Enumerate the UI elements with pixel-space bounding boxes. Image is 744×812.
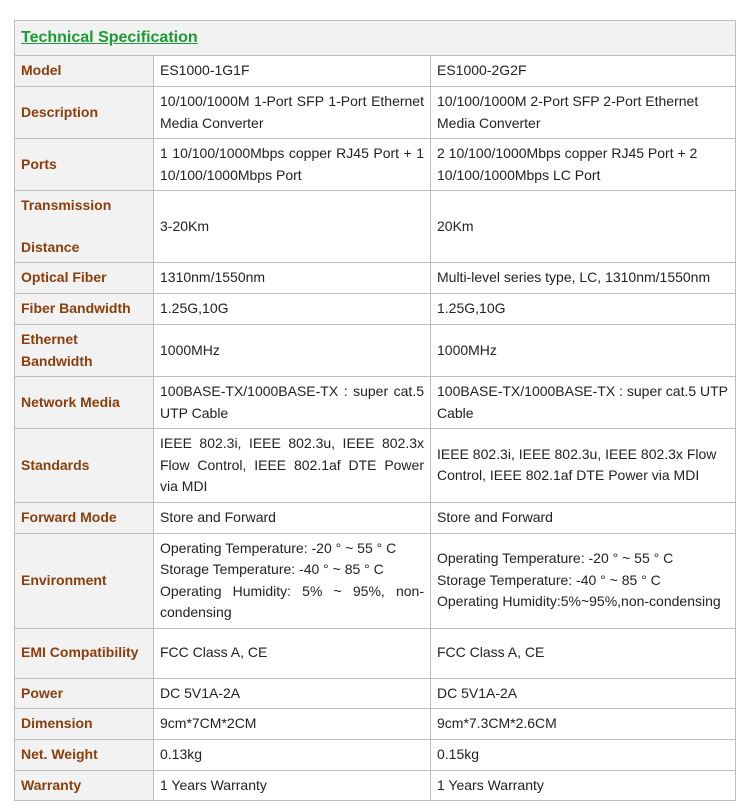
table-title-row [15, 21, 736, 56]
row-label: Net. Weight [15, 740, 154, 771]
row-label: Forward Mode [15, 502, 154, 533]
model-1-value: ES1000-1G1F [154, 56, 431, 87]
row-label: Fiber Bandwidth [15, 294, 154, 325]
spec-table [14, 20, 736, 801]
table-row [15, 294, 736, 325]
table-row [15, 709, 736, 740]
table-row [15, 325, 736, 377]
model-2-value: 1 Years Warranty [431, 770, 736, 801]
table-row [15, 429, 736, 503]
row-label: Standards [15, 429, 154, 503]
model-1-value: 9cm*7CM*2CM [154, 709, 431, 740]
row-label: Dimension [15, 709, 154, 740]
table-row [15, 263, 736, 294]
model-2-value: DC 5V1A-2A [431, 678, 736, 709]
model-1-value: IEEE 802.3i, IEEE 802.3u, IEEE 802.3x Flow Control, IEEE 802.1af DTE Power via MDI [154, 429, 431, 503]
section-title: Technical Specification [21, 29, 198, 47]
model-2-value: 1000MHz [431, 325, 736, 377]
model-1-value: DC 5V1A-2A [154, 678, 431, 709]
model-2-value: 9cm*7.3CM*2.6CM [431, 709, 736, 740]
table-row [15, 87, 736, 139]
row-label: Power [15, 678, 154, 709]
model-2-value: 10/100/1000M 2-Port SFP 2-Port Ethernet Media Converter [431, 87, 736, 139]
table-row [15, 56, 736, 87]
environment-line: Operating Temperature: -20 ° ~ 55 ° C [437, 550, 674, 567]
model-1-value: Store and Forward [154, 502, 431, 533]
row-label: Network Media [15, 377, 154, 429]
row-label: Environment [15, 533, 154, 628]
model-2-value: IEEE 802.3i, IEEE 802.3u, IEEE 802.3x Flow Control, IEEE 802.1af DTE Power via MDI [431, 429, 736, 503]
model-2-value: 100BASE-TX/1000BASE-TX : super cat.5 UTP Cable [431, 377, 736, 429]
model-2-value: Multi-level series type, LC, 1310nm/1550nm [431, 263, 736, 294]
table-row [15, 533, 736, 628]
table-row [15, 628, 736, 678]
model-1-value: 10/100/1000M 1-Port SFP 1-Port Ethernet Media Converter [154, 87, 431, 139]
table-row [15, 139, 736, 191]
model-2-value [431, 533, 736, 628]
row-label [15, 191, 154, 263]
row-label: Ports [15, 139, 154, 191]
spec-table-container [14, 20, 735, 801]
row-label-line: Transmission [21, 197, 112, 213]
model-2-value: 1.25G,10G [431, 294, 736, 325]
model-1-value: 1 Years Warranty [154, 770, 431, 801]
model-2-value: ES1000-2G2F [431, 56, 736, 87]
table-row [15, 502, 736, 533]
model-1-value: 3-20Km [154, 191, 431, 263]
row-label: Warranty [15, 770, 154, 801]
row-label-line: Distance [21, 238, 80, 255]
model-2-value: 20Km [431, 191, 736, 263]
model-2-value: FCC Class A, CE [431, 628, 736, 678]
environment-line: Operating Temperature: -20 ° ~ 55 ° C [160, 539, 397, 556]
model-1-value: 100BASE-TX/1000BASE-TX : super cat.5 UTP Cable [154, 377, 431, 429]
table-row [15, 740, 736, 771]
row-label: EMI Compatibility [15, 628, 154, 678]
model-1-value: 0.13kg [154, 740, 431, 771]
table-row [15, 377, 736, 429]
environment-line: Storage Temperature: -40 ° ~ 85 ° C [437, 571, 661, 588]
table-row [15, 678, 736, 709]
model-2-value: 2 10/100/1000Mbps copper RJ45 Port + 2 10/100/1000Mbps LC Port [431, 139, 736, 191]
model-1-value: 1000MHz [154, 325, 431, 377]
model-1-value: 1.25G,10G [154, 294, 431, 325]
model-1-value [154, 533, 431, 628]
model-1-value: FCC Class A, CE [154, 628, 431, 678]
environment-line: Operating Humidity:5%~95%,non-condensing [437, 593, 721, 610]
environment-line: Operating Humidity: 5% ~ 95%, non-condensing [160, 582, 424, 620]
table-row [15, 770, 736, 801]
row-label: Ethernet Bandwidth [15, 325, 154, 377]
row-label: Description [15, 87, 154, 139]
model-2-value: Store and Forward [431, 502, 736, 533]
table-row [15, 191, 736, 263]
model-1-value: 1 10/100/1000Mbps copper RJ45 Port + 1 10/100/1000Mbps Port [154, 139, 431, 191]
row-label: Model [15, 56, 154, 87]
environment-line: Storage Temperature: -40 ° ~ 85 ° C [160, 561, 384, 577]
model-2-value: 0.15kg [431, 740, 736, 771]
model-1-value: 1310nm/1550nm [154, 263, 431, 294]
row-label: Optical Fiber [15, 263, 154, 294]
